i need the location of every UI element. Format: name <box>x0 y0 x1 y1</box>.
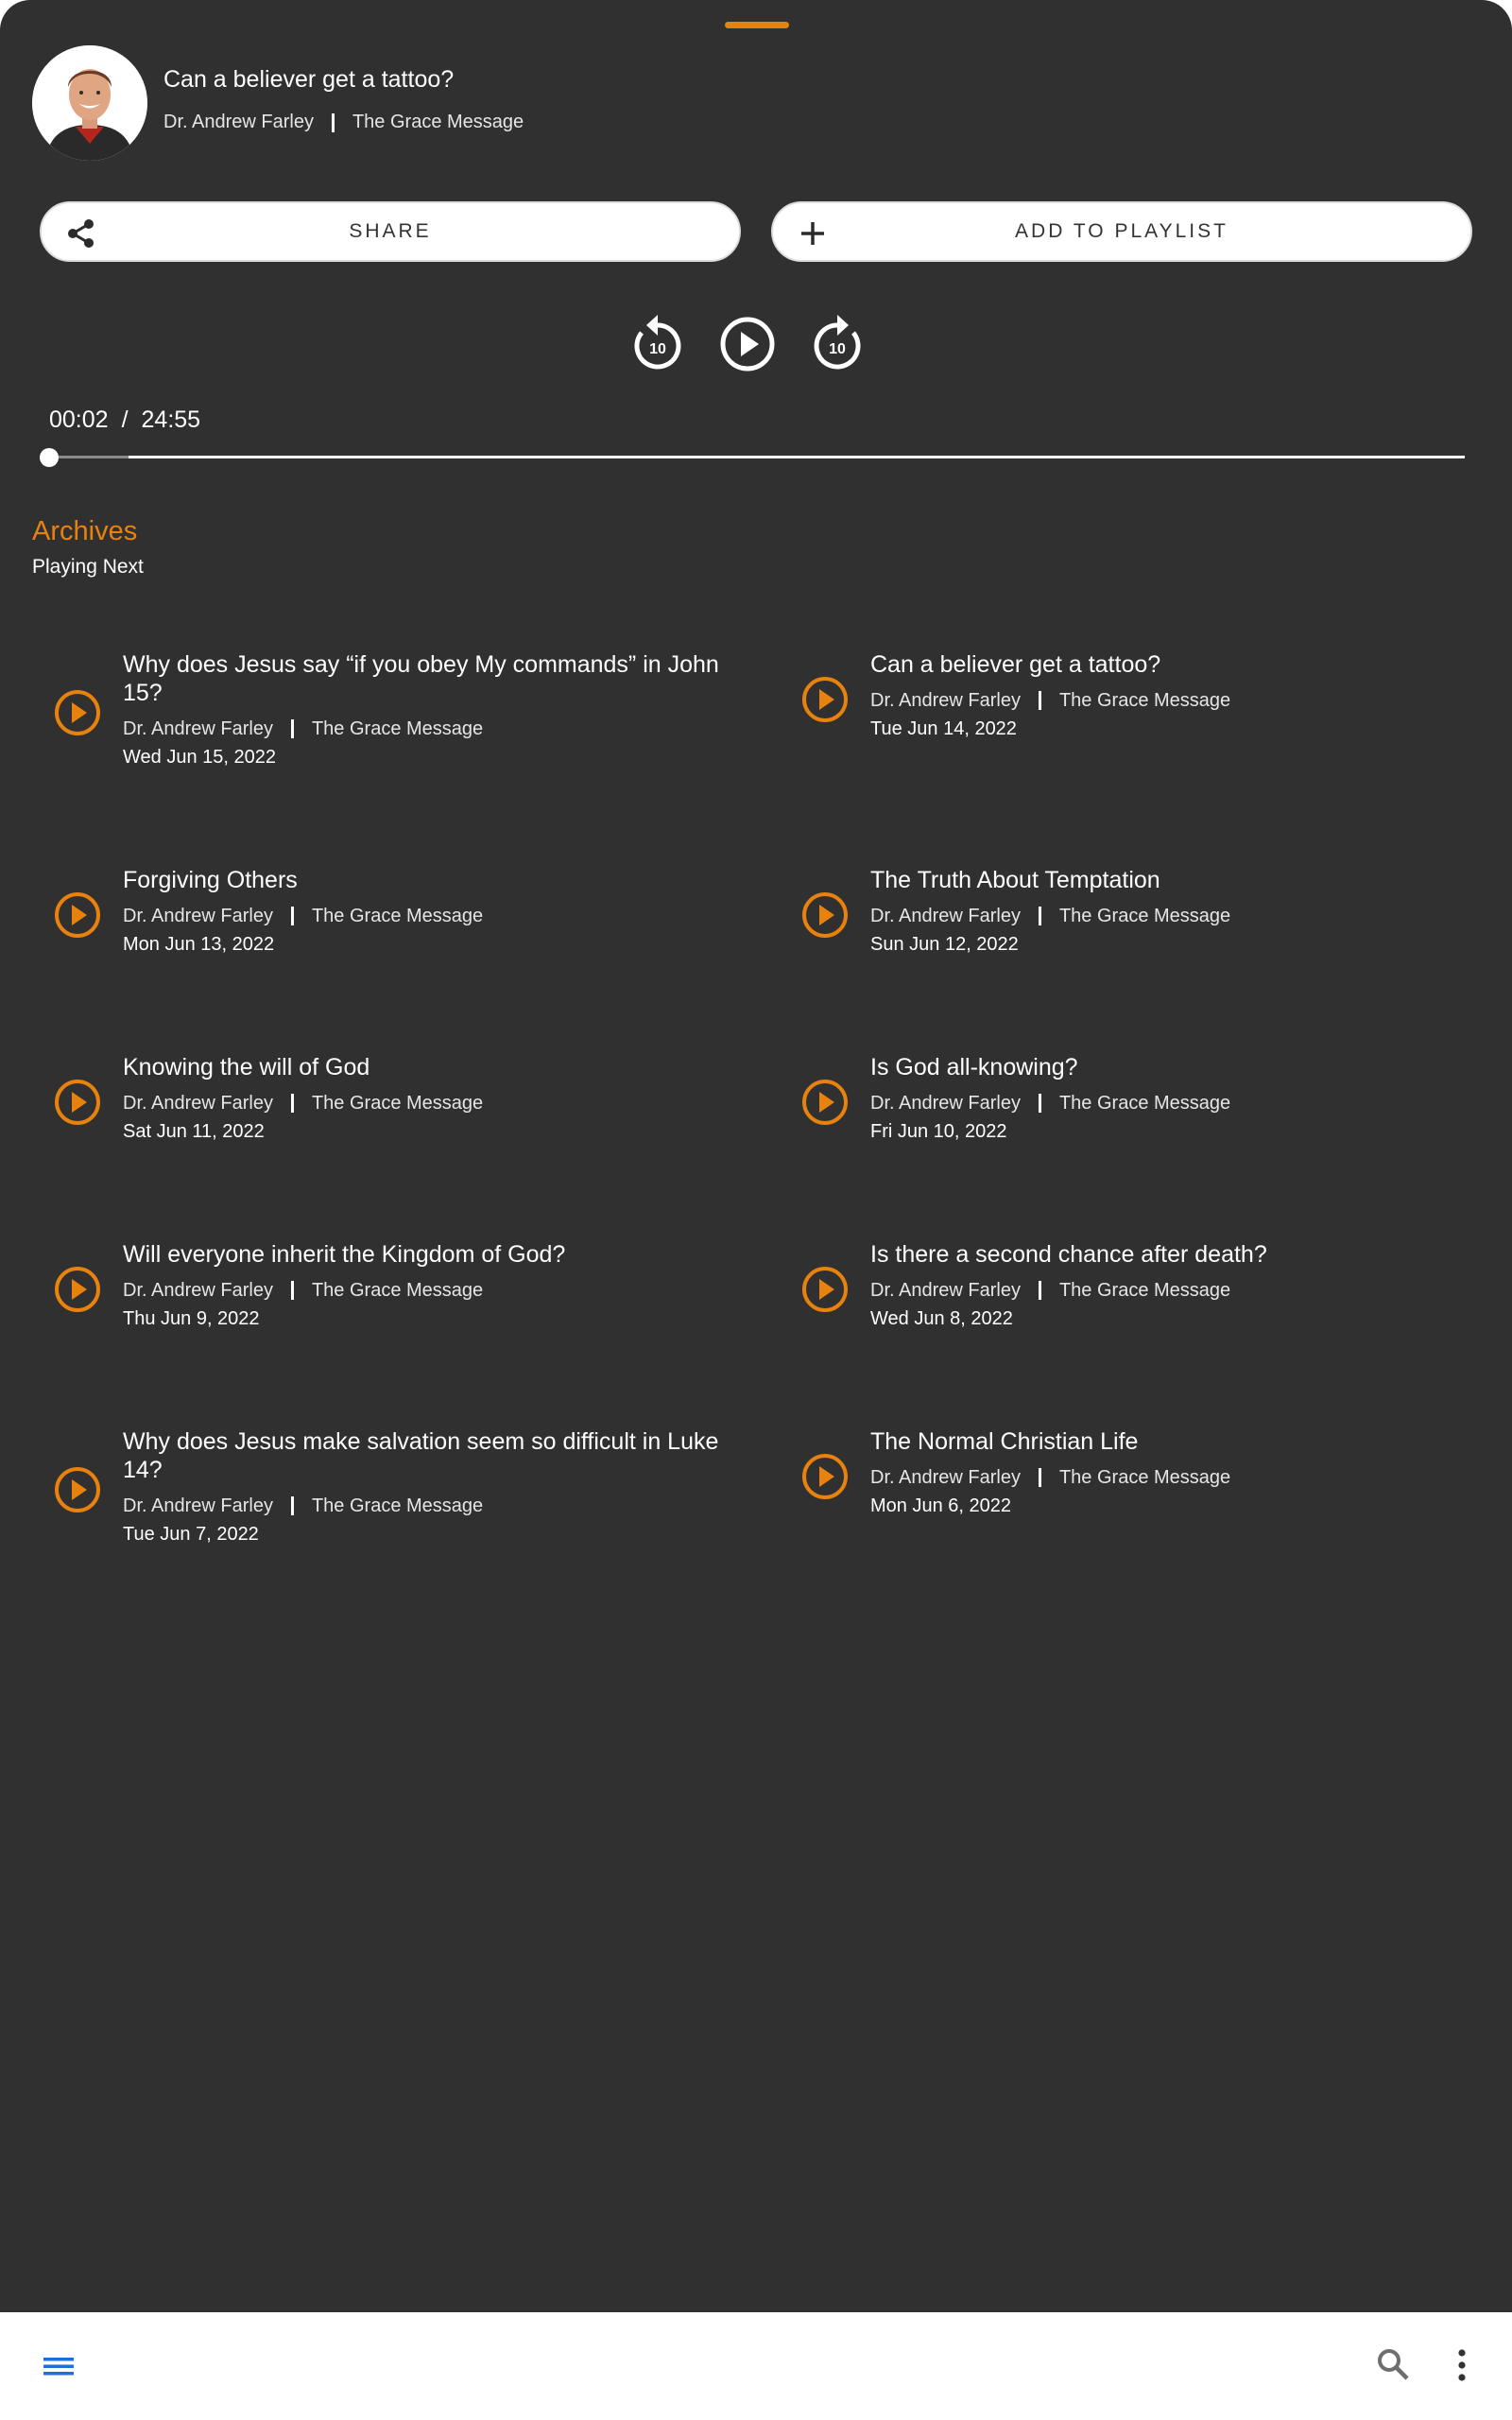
meta-divider <box>1039 907 1041 925</box>
drag-handle[interactable] <box>725 22 789 28</box>
episode-date: Wed Jun 15, 2022 <box>123 747 276 768</box>
play-circle-outline-icon[interactable] <box>53 688 102 737</box>
episode-program: The Grace Message <box>311 1495 484 1516</box>
play-circle-icon <box>715 312 780 376</box>
episode-date: Fri Jun 10, 2022 <box>870 1121 1007 1142</box>
episode-title: Why does Jesus say “if you obey My commands” in John 15? <box>123 651 719 706</box>
more-vertical-icon[interactable] <box>1448 2344 1476 2386</box>
meta-divider <box>291 907 294 925</box>
share-icon <box>64 216 98 251</box>
episode-text <box>123 1427 728 1546</box>
episode-meta <box>123 717 728 741</box>
episode-meta <box>123 1494 728 1518</box>
meta-divider <box>291 1094 294 1113</box>
episode-program: The Grace Message <box>311 1092 484 1114</box>
episode-meta <box>123 904 728 928</box>
play-circle-outline-icon[interactable] <box>800 1452 850 1501</box>
time-separator: / <box>121 406 129 433</box>
play-circle-outline-icon[interactable] <box>800 675 850 724</box>
now-playing-meta <box>163 112 524 133</box>
meta-divider <box>1039 1094 1041 1113</box>
episode-text <box>870 1240 1475 1330</box>
plus-icon <box>796 216 830 251</box>
now-playing-speaker: Dr. Andrew Farley <box>163 112 314 132</box>
progress-buffer <box>47 456 129 458</box>
episode-program: The Grace Message <box>1058 689 1231 711</box>
now-playing-program: The Grace Message <box>352 112 524 132</box>
episode-date: Mon Jun 13, 2022 <box>123 934 275 955</box>
episode-meta <box>870 688 1475 713</box>
play-circle-outline-icon[interactable] <box>800 1078 850 1127</box>
episode-meta <box>123 1091 728 1115</box>
episode-text <box>123 1053 728 1143</box>
episode-meta <box>870 1465 1475 1490</box>
episode-speaker: Dr. Andrew Farley <box>870 1466 1021 1488</box>
episode-date: Sun Jun 12, 2022 <box>870 934 1019 955</box>
episode-date: Thu Jun 9, 2022 <box>123 1308 260 1329</box>
playing-next-label: Playing Next <box>32 556 144 578</box>
episode-text <box>870 1053 1475 1143</box>
episode-date: Sat Jun 11, 2022 <box>123 1121 265 1142</box>
meta-divider <box>332 113 335 132</box>
episode-speaker: Dr. Andrew Farley <box>870 1092 1021 1114</box>
forward-10-button[interactable] <box>805 312 869 376</box>
episode-text <box>123 1240 728 1330</box>
episode-program: The Grace Message <box>311 905 484 926</box>
now-playing-title: Can a believer get a tattoo? <box>163 66 455 93</box>
episode-meta <box>870 904 1475 928</box>
search-icon[interactable] <box>1374 2345 1412 2383</box>
episode-speaker: Dr. Andrew Farley <box>870 689 1021 711</box>
episode-title: Forgiving Others <box>123 867 298 893</box>
duration: 24:55 <box>141 406 201 433</box>
episode-speaker: Dr. Andrew Farley <box>870 1279 1021 1301</box>
episode-program: The Grace Message <box>1058 905 1231 926</box>
episode-title: Will everyone inherit the Kingdom of God? <box>123 1241 566 1268</box>
play-circle-outline-icon[interactable] <box>53 1078 102 1127</box>
play-circle-outline-icon[interactable] <box>53 1265 102 1314</box>
episode-title: The Truth About Temptation <box>870 867 1160 893</box>
episode-text <box>870 1427 1475 1517</box>
meta-divider <box>1039 691 1041 710</box>
episode-text <box>870 866 1475 956</box>
meta-divider <box>1039 1468 1041 1487</box>
meta-divider <box>291 1281 294 1300</box>
play-circle-outline-icon[interactable] <box>800 1265 850 1314</box>
play-circle-outline-icon[interactable] <box>53 1465 102 1514</box>
episode-text <box>123 866 728 956</box>
episode-date: Mon Jun 6, 2022 <box>870 1495 1011 1516</box>
time-readout <box>49 406 200 434</box>
episode-text <box>123 650 728 769</box>
bottom-app-bar <box>0 2312 1512 2420</box>
rewind-seconds: 10 <box>649 341 666 357</box>
meta-divider <box>291 1496 294 1515</box>
episode-meta <box>870 1091 1475 1115</box>
episode-program: The Grace Message <box>311 717 484 739</box>
meta-divider <box>291 719 294 738</box>
episode-title: Why does Jesus make salvation seem so difficult in Luke 14? <box>123 1428 719 1483</box>
episode-date: Wed Jun 8, 2022 <box>870 1308 1013 1329</box>
share-label: SHARE <box>349 220 432 242</box>
episode-speaker: Dr. Andrew Farley <box>123 1495 273 1516</box>
episode-title: Is God all-knowing? <box>870 1054 1078 1080</box>
episode-text <box>870 650 1475 740</box>
current-time: 00:02 <box>49 406 109 433</box>
add-to-playlist-label: ADD TO PLAYLIST <box>1015 220 1228 242</box>
episode-speaker: Dr. Andrew Farley <box>123 1092 273 1114</box>
add-to-playlist-button[interactable] <box>771 201 1472 262</box>
forward-seconds: 10 <box>829 341 846 357</box>
episode-title: Is there a second chance after death? <box>870 1241 1267 1268</box>
play-button[interactable] <box>715 312 780 376</box>
archives-title: Archives <box>32 516 138 546</box>
progress-track[interactable] <box>47 456 1465 458</box>
episode-program: The Grace Message <box>311 1279 484 1301</box>
episode-meta <box>870 1278 1475 1303</box>
play-circle-outline-icon[interactable] <box>53 890 102 940</box>
episode-speaker: Dr. Andrew Farley <box>870 905 1021 926</box>
meta-divider <box>1039 1281 1041 1300</box>
episode-title: The Normal Christian Life <box>870 1428 1139 1455</box>
episode-speaker: Dr. Andrew Farley <box>123 1279 273 1301</box>
episode-title: Knowing the will of God <box>123 1054 370 1080</box>
replay-10-icon <box>626 312 690 376</box>
rewind-10-button[interactable] <box>626 312 690 376</box>
hamburger-menu-icon[interactable] <box>40 2350 77 2382</box>
speaker-avatar <box>32 45 147 161</box>
episode-date: Tue Jun 14, 2022 <box>870 718 1017 739</box>
episode-speaker: Dr. Andrew Farley <box>123 905 273 926</box>
episode-date: Tue Jun 7, 2022 <box>123 1524 259 1545</box>
episode-program: The Grace Message <box>1058 1279 1231 1301</box>
episode-program: The Grace Message <box>1058 1092 1231 1114</box>
share-button[interactable] <box>40 201 741 262</box>
play-circle-outline-icon[interactable] <box>800 890 850 940</box>
episode-speaker: Dr. Andrew Farley <box>123 717 273 739</box>
episode-program: The Grace Message <box>1058 1466 1231 1488</box>
progress-thumb[interactable] <box>40 448 59 467</box>
episode-title: Can a believer get a tattoo? <box>870 651 1161 678</box>
forward-10-icon <box>805 312 869 376</box>
episode-meta <box>123 1278 728 1303</box>
